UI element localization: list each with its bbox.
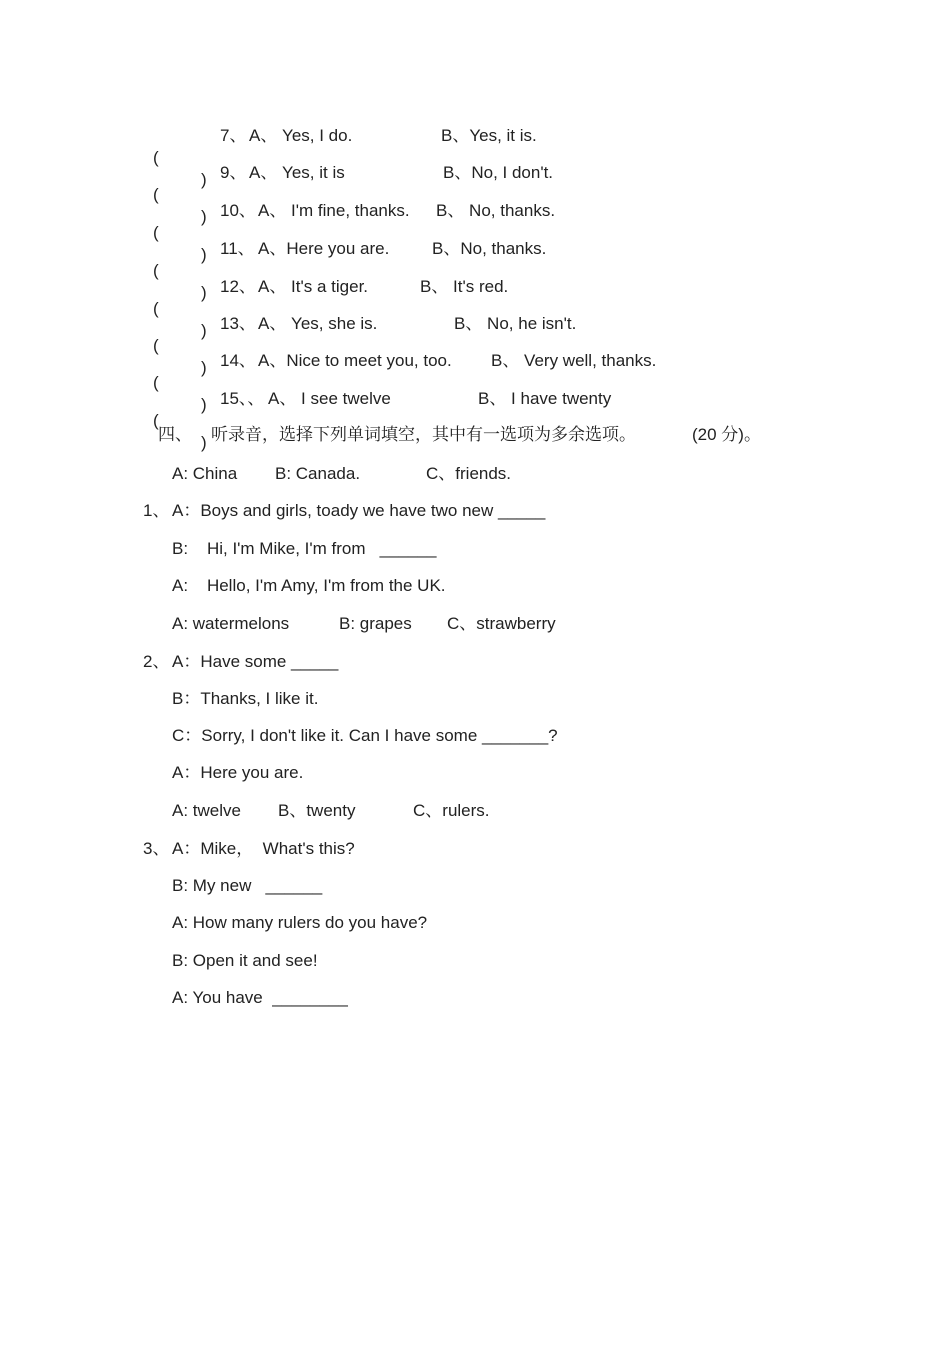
- dialogue-text: B: My new ______: [172, 876, 323, 895]
- option-b: B、 No, he isn't.: [454, 314, 577, 333]
- answer-paren-close: ): [201, 433, 207, 452]
- section-number: 四、: [158, 425, 192, 444]
- section-score: (20 分)。: [692, 425, 761, 444]
- option-a: A、 Yes, it is: [249, 163, 345, 182]
- word-option-c: C、rulers.: [413, 801, 490, 820]
- dialogue-text: B：Thanks, I like it.: [172, 689, 319, 708]
- item-number: 15、、: [220, 389, 265, 408]
- option-a: A、Here you are.: [258, 239, 390, 258]
- item-number: 9、: [220, 163, 247, 182]
- word-option-b: B: grapes: [339, 614, 412, 633]
- answer-paren-open: (: [153, 148, 159, 167]
- answer-paren-open: (: [153, 411, 159, 430]
- word-option-a: A: China: [172, 464, 238, 483]
- word-option-c: C、strawberry: [447, 614, 556, 633]
- word-option-b: B: Canada.: [275, 464, 361, 483]
- question-number: 3、: [143, 839, 170, 858]
- answer-paren-open: (: [153, 261, 159, 280]
- option-b: B、 No, thanks.: [436, 201, 556, 220]
- option-b: B、 Very well, thanks.: [491, 351, 657, 370]
- dialogue-text: A: How many rulers do you have?: [172, 913, 428, 932]
- dialogue-text: A: Hello, I'm Amy, I'm from the UK.: [172, 576, 446, 595]
- dialogue-text: A：Have some _____: [172, 652, 339, 671]
- word-option-b: B、twenty: [278, 801, 356, 820]
- item-number: 11、: [220, 239, 255, 258]
- option-a: A、 Yes, I do.: [249, 126, 353, 145]
- answer-paren-close: ): [201, 358, 207, 377]
- dialogue-text: A：Here you are.: [172, 763, 304, 782]
- question-number: 2、: [143, 652, 170, 671]
- section-instruction: 听录音，选择下列单词填空，其中有一选项为多余选项。: [211, 425, 636, 444]
- answer-paren-open: (: [153, 336, 159, 355]
- word-option-a: A: watermelons: [172, 614, 290, 633]
- item-number: 13、: [220, 314, 256, 333]
- option-a: A、Nice to meet you, too.: [258, 351, 452, 370]
- answer-paren-open: (: [153, 299, 159, 318]
- dialogue-text: A：Mike， What's this?: [172, 839, 355, 858]
- dialogue-text: A：Boys and girls, toady we have two new _____: [172, 501, 546, 520]
- option-a: A、 I'm fine, thanks.: [258, 201, 410, 220]
- answer-paren-close: ): [201, 170, 207, 189]
- item-number: 14、: [220, 351, 256, 370]
- option-b: B、No, thanks.: [432, 239, 547, 258]
- dialogue-text: C：Sorry, I don't like it. Can I have some _______?: [172, 726, 558, 745]
- question-number: 1、: [143, 501, 170, 520]
- answer-paren-open: (: [153, 185, 159, 204]
- item-number: 10、: [220, 201, 256, 220]
- option-b: B、Yes, it is.: [441, 126, 537, 145]
- option-a: A、 It's a tiger.: [258, 277, 369, 296]
- item-number: 12、: [220, 277, 256, 296]
- option-b: B、 I have twenty: [478, 389, 612, 408]
- word-option-c: C、friends.: [426, 464, 512, 483]
- answer-paren-close: ): [201, 207, 207, 226]
- dialogue-text: A: You have ________: [172, 988, 348, 1007]
- option-b: B、 It's red.: [420, 277, 509, 296]
- option-a: A、 Yes, she is.: [258, 314, 378, 333]
- answer-paren-close: ): [201, 283, 207, 302]
- word-option-a: A: twelve: [172, 801, 241, 820]
- answer-paren-open: (: [153, 373, 159, 392]
- dialogue-text: B: Hi, I'm Mike, I'm from ______: [172, 539, 437, 558]
- answer-paren-close: ): [201, 245, 207, 264]
- dialogue-line: [0, 987, 348, 1053]
- answer-paren-open: (: [153, 223, 159, 242]
- option-a: A、 I see twelve: [268, 389, 391, 408]
- answer-paren-close: ): [201, 321, 207, 340]
- option-b: B、No, I don't.: [443, 163, 554, 182]
- answer-paren-close: ): [201, 395, 207, 414]
- item-number: 7、: [220, 126, 247, 145]
- dialogue-text: B: Open it and see!: [172, 951, 318, 970]
